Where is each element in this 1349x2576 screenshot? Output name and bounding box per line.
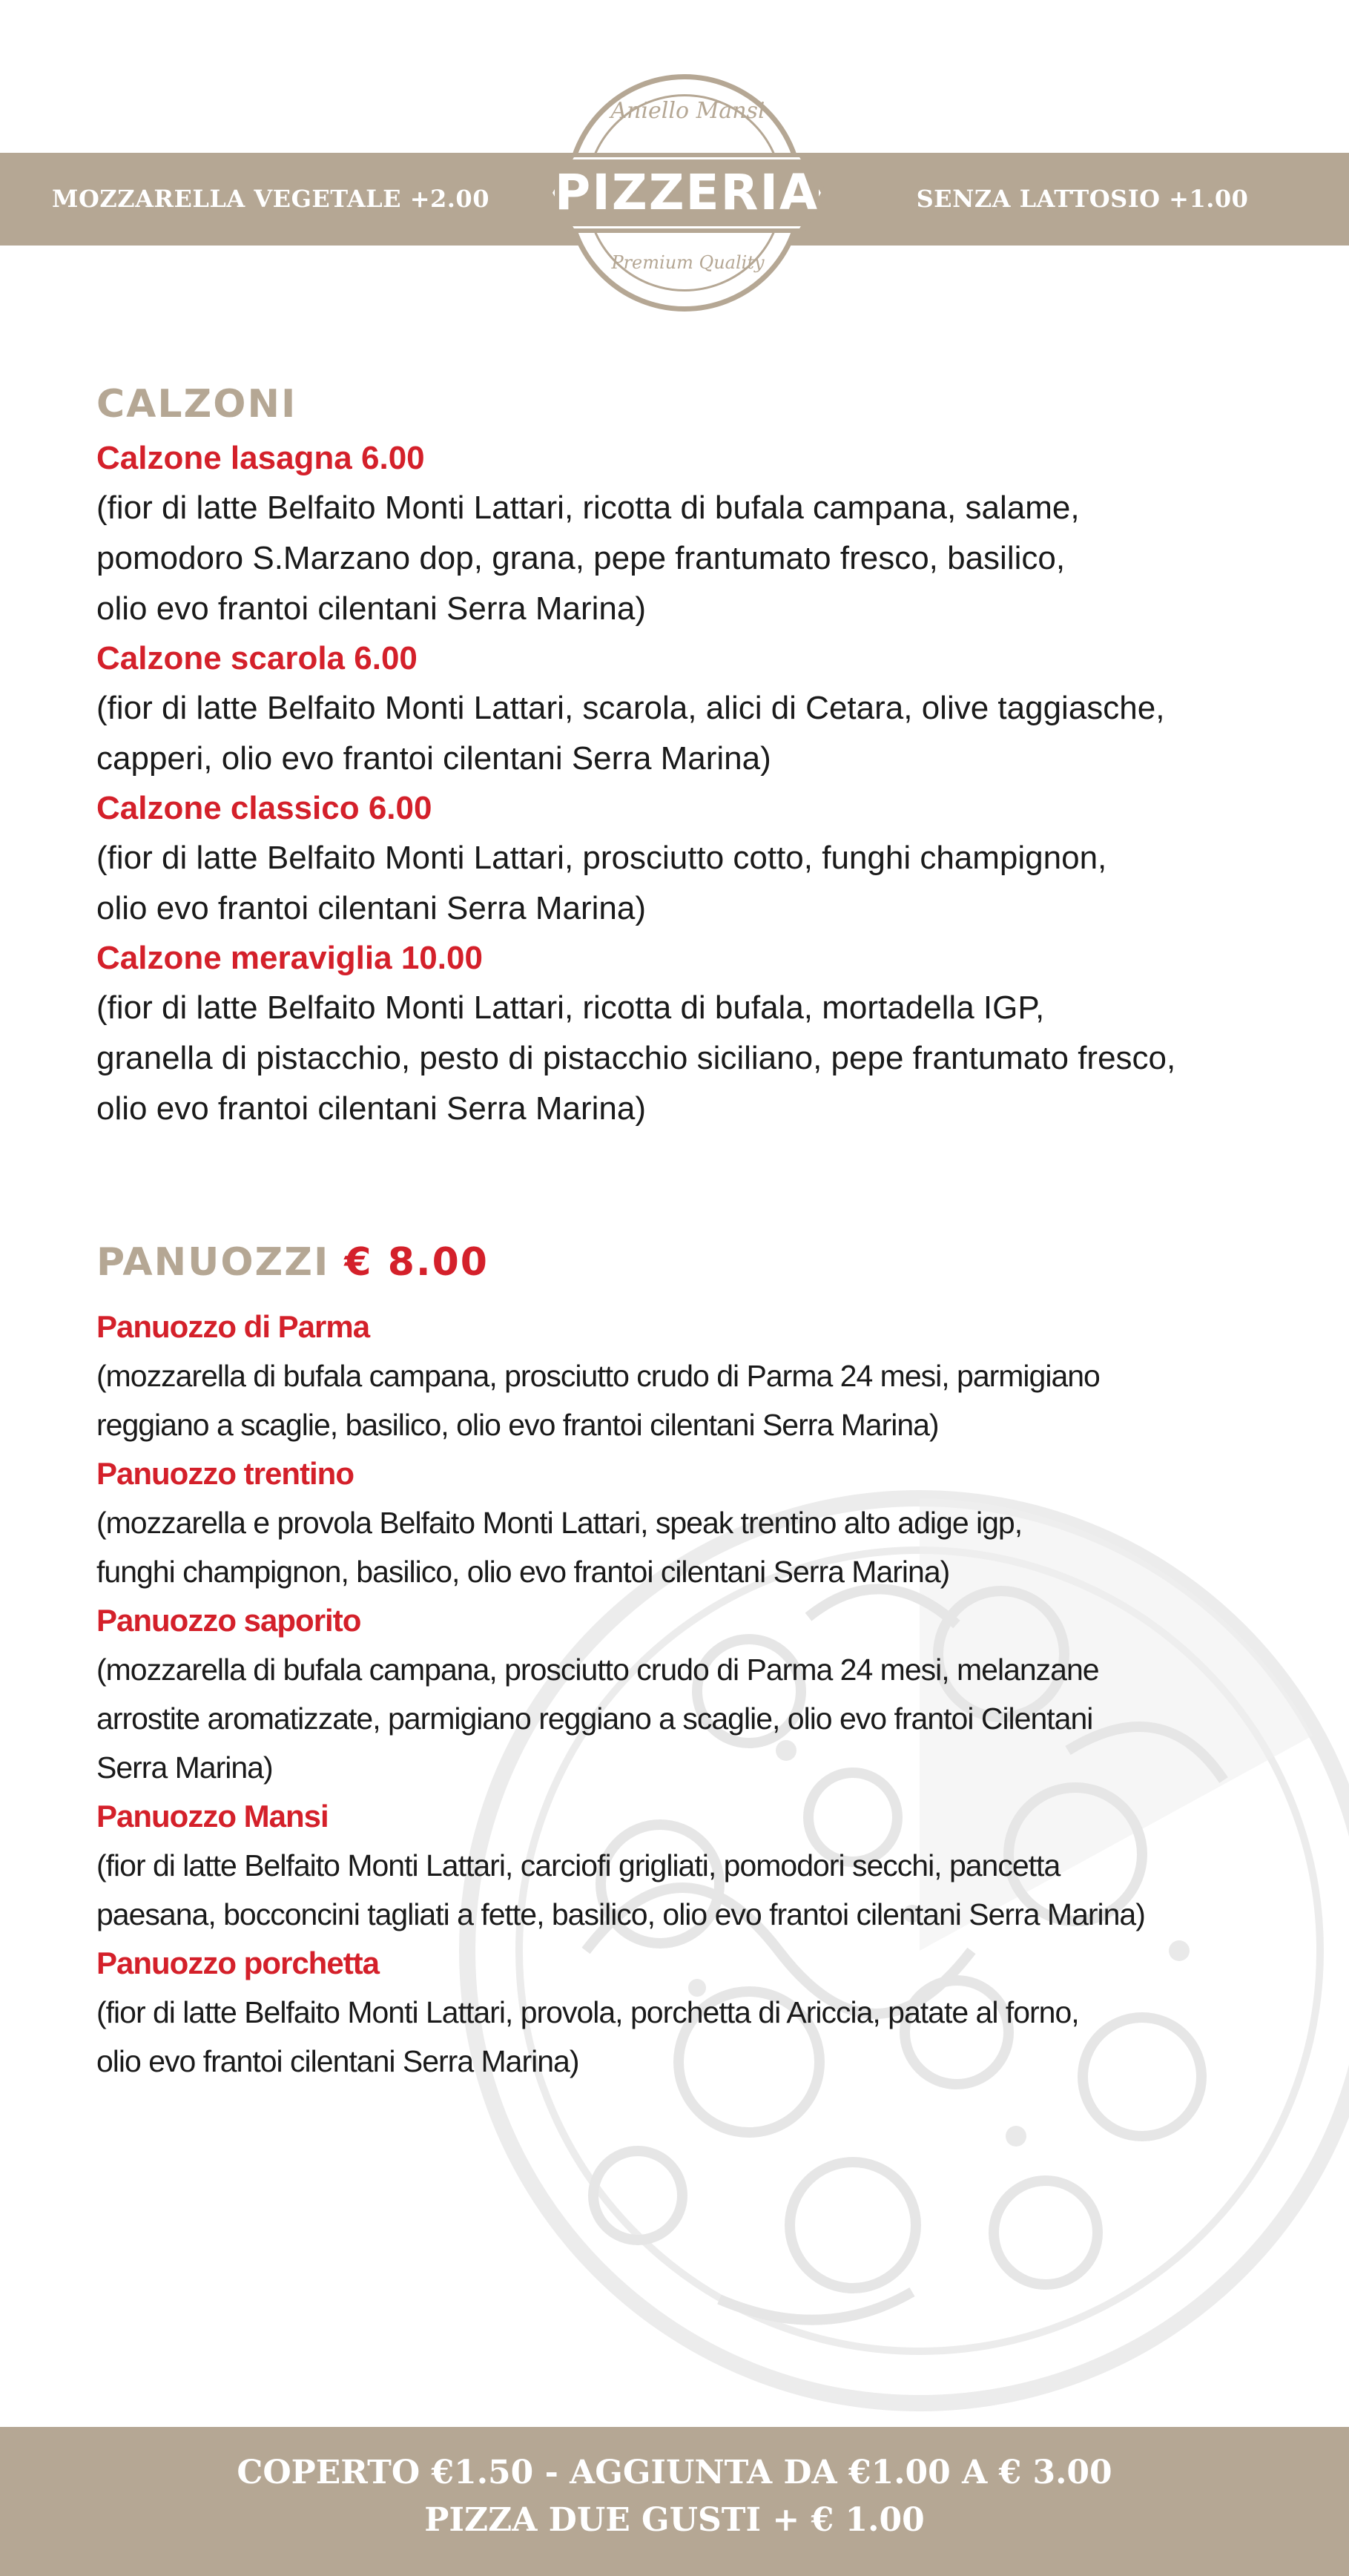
menu-item	[96, 1302, 1283, 1449]
item-name: Panuozzo saporito	[96, 1603, 361, 1638]
section-title: CALZONI	[96, 382, 297, 426]
item-name: Calzone lasagna 6.00	[96, 440, 425, 476]
menu-item	[96, 1792, 1283, 1939]
lactose-free-surcharge: SENZA LATTOSIO +1.00	[916, 185, 1249, 213]
two-flavor-note: PIZZA DUE GUSTI + € 1.00	[424, 2501, 925, 2539]
menu-item	[96, 1596, 1283, 1792]
item-description: (fior di latte Belfaito Monti Lattari, scarola, alici di Cetara, olive taggiasche, capperi, olio evo frantoi cilentani Serra Marina)	[96, 690, 1165, 777]
menu-item	[96, 934, 1283, 1134]
footer-band	[0, 2427, 1349, 2576]
cover-charge-note: COPERTO €1.50 - AGGIUNTA DA €1.00 A € 3.00	[237, 2454, 1112, 2491]
item-description: (mozzarella di bufala campana, prosciutto crudo di Parma 24 mesi, parmigiano reggiano a scaglie, basilico, olio evo frantoi cilentani Serra Marina)	[96, 1359, 1100, 1442]
item-description: (fior di latte Belfaito Monti Lattari, carciofi grigliati, pomodori secchi, pancetta paesana, bocconcini tagliati a fette, basilico, olio evo frantoi cilentani Serra Marina)	[96, 1848, 1145, 1931]
item-description: (fior di latte Belfaito Monti Lattari, provola, porchetta di Ariccia, patate al forno, olio evo frantoi cilentani Serra Marina)	[96, 1995, 1079, 2078]
item-description: (fior di latte Belfaito Monti Lattari, ricotta di bufala campana, salame, pomodoro S.Marzano dop, grana, pepe frantumato fresco, basilico, olio evo frantoi cilentani Serra Marina)	[96, 490, 1080, 627]
menu-item	[96, 434, 1283, 634]
item-description: (fior di latte Belfaito Monti Lattari, ricotta di bufala, mortadella IGP, granella di pistacchio, pesto di pistacchio siciliano, pepe frantumato fresco, olio evo frantoi cilentani Serra Marina)	[96, 989, 1176, 1127]
item-name: Calzone scarola 6.00	[96, 640, 418, 676]
item-description: (mozzarella di bufala campana, prosciutto crudo di Parma 24 mesi, melanzane arrostite aromatizzate, parmigiano reggiano a scaglie, olio evo frantoi Cilentani Serra Marina)	[96, 1653, 1099, 1785]
item-description: (mozzarella e provola Belfaito Monti Lattari, speak trentino alto adige igp, funghi champignon, basilico, olio evo frantoi cilentani Serra Marina)	[96, 1506, 1023, 1589]
section-price: € 8.00	[344, 1240, 489, 1285]
section-title: PANUOZZI	[96, 1240, 330, 1285]
menu-item	[96, 1449, 1283, 1596]
calzoni-section	[96, 375, 1283, 1134]
vegan-mozzarella-surcharge: MOZZARELLA VEGETALE +2.00	[52, 185, 489, 213]
item-name: Panuozzo trentino	[96, 1456, 354, 1491]
item-name: Panuozzo di Parma	[96, 1309, 370, 1344]
menu-item	[96, 634, 1283, 784]
logo-title: PIZZERIA	[554, 164, 819, 221]
item-name: Panuozzo Mansi	[96, 1799, 329, 1834]
panuozzi-section	[96, 1233, 1283, 2086]
item-name: Calzone classico 6.00	[96, 790, 432, 826]
logo-owner-name: Aniello Mansi	[610, 98, 765, 124]
menu-item	[96, 1939, 1283, 2086]
pizzeria-logo	[554, 74, 819, 319]
item-name: Calzone meraviglia 10.00	[96, 940, 483, 976]
item-name: Panuozzo porchetta	[96, 1946, 380, 1980]
item-description: (fior di latte Belfaito Monti Lattari, prosciutto cotto, funghi champignon, olio evo frantoi cilentani Serra Marina)	[96, 840, 1107, 926]
logo-tagline: Premium Quality	[611, 252, 765, 273]
menu-item	[96, 784, 1283, 934]
